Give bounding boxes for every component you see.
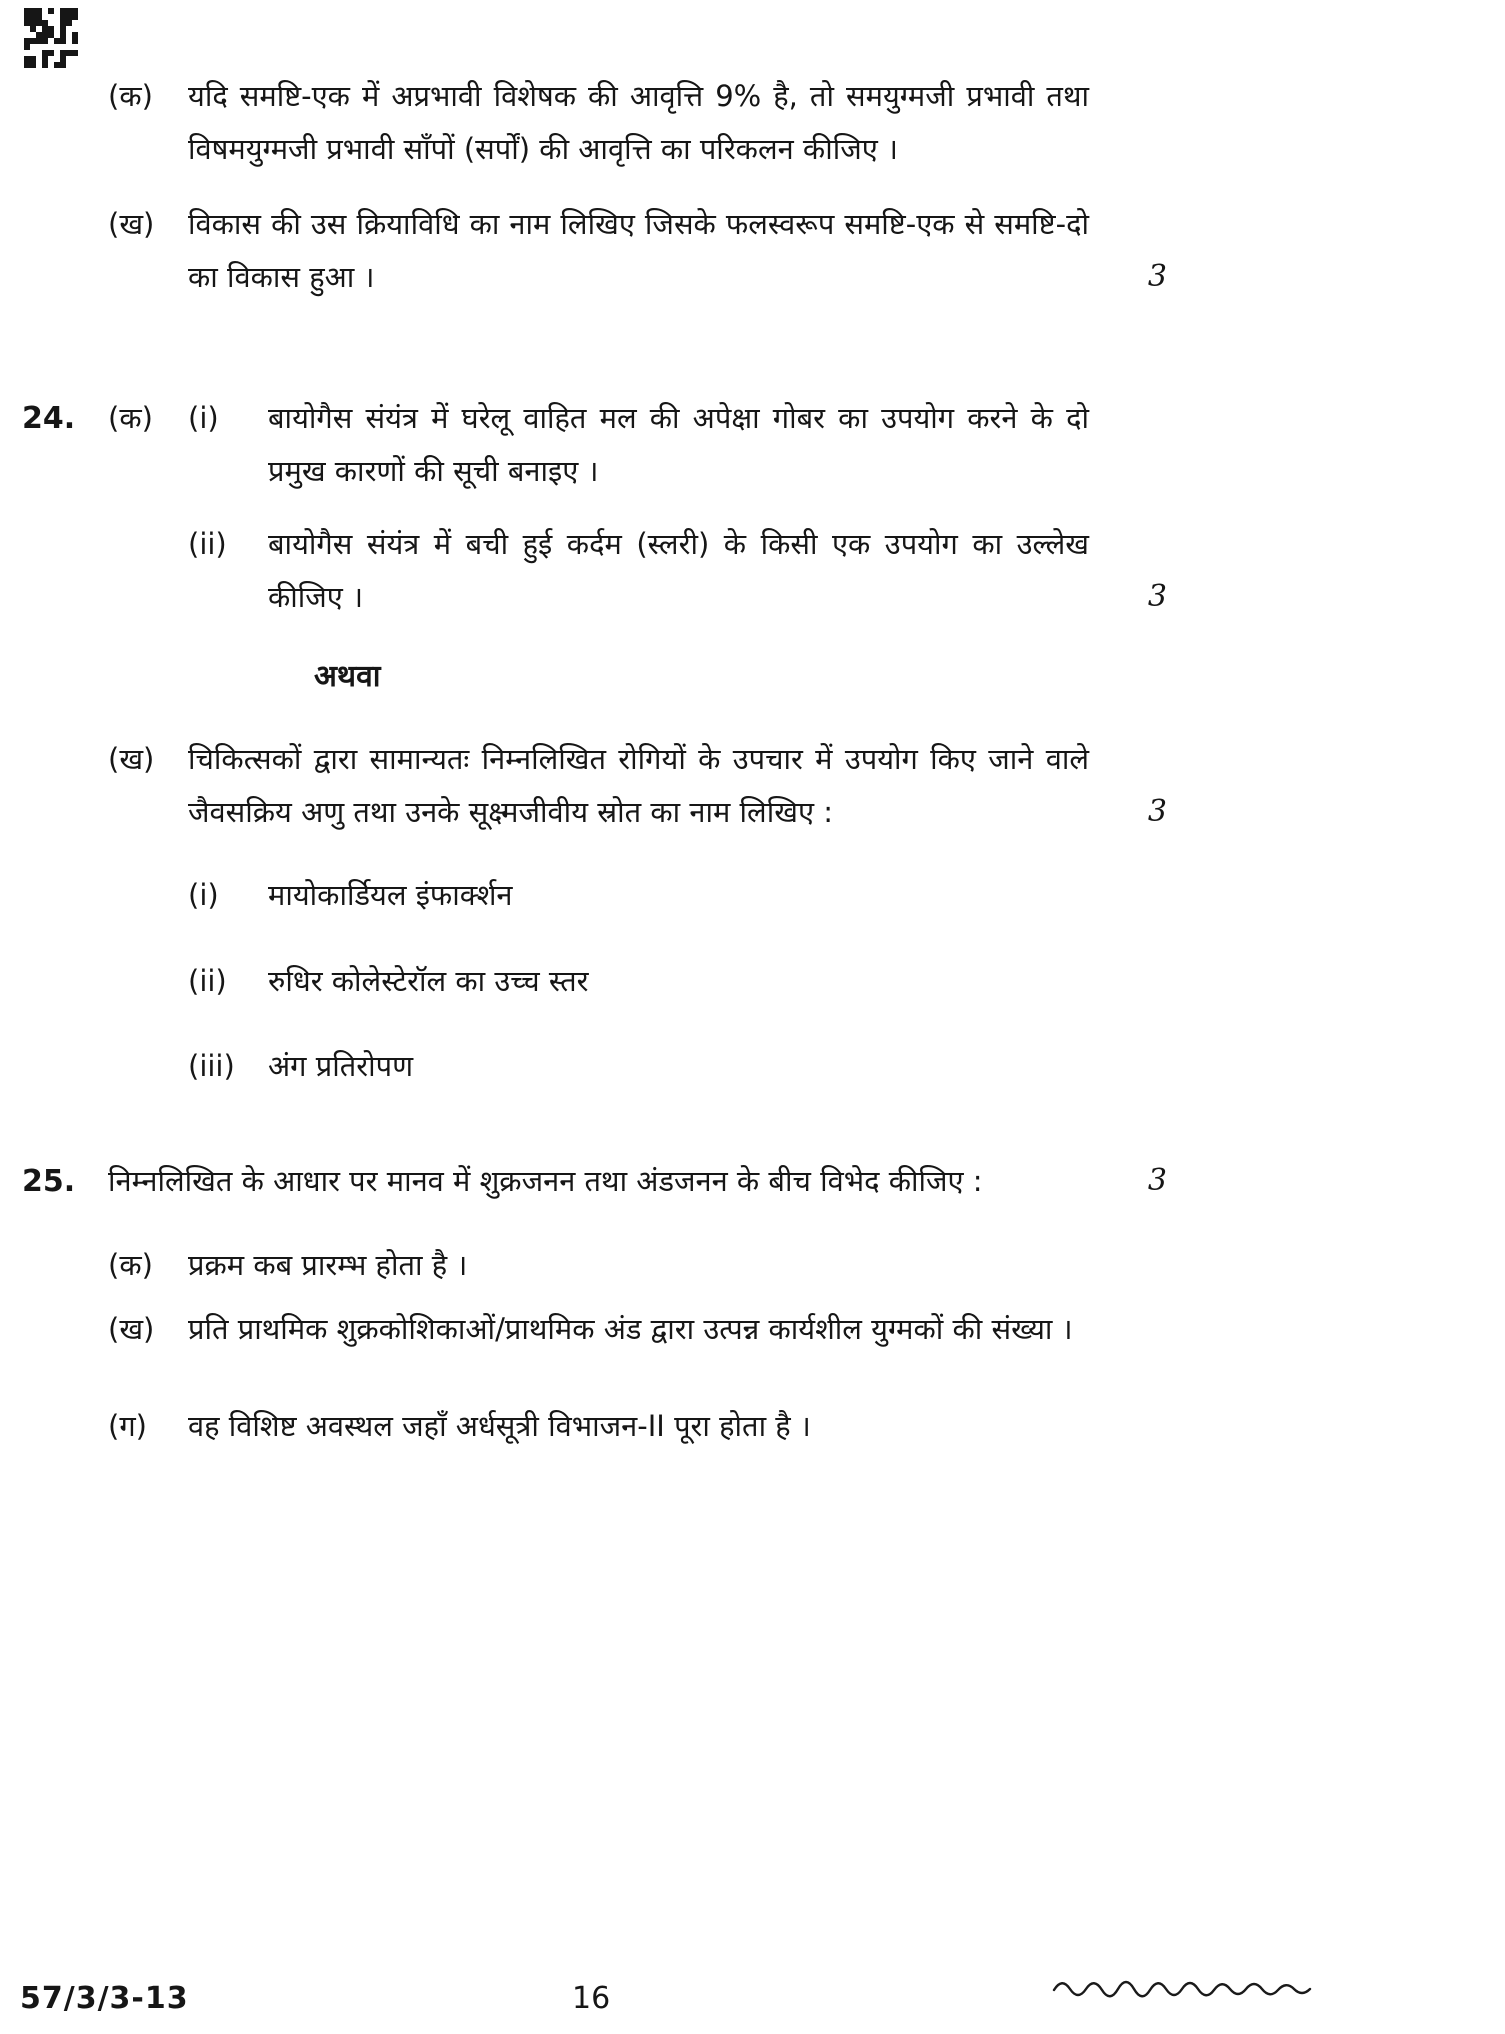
part-label: (ख) bbox=[108, 1312, 155, 1346]
question-block bbox=[22, 955, 1167, 1008]
part-label: (ख) bbox=[108, 742, 155, 776]
question-paper-body bbox=[22, 70, 1167, 1453]
question-text: रुधिर कोलेस्टेरॉल का उच्च स्तर bbox=[268, 964, 589, 998]
question-text: प्रति प्राथमिक शुक्रकोशिकाओं/प्राथमिक अंड द्वारा उत्पन्न कार्यशील युग्मकों की संख्या । bbox=[188, 1312, 1073, 1346]
part-label: (ग) bbox=[108, 1409, 147, 1443]
question-block bbox=[22, 733, 1167, 839]
question-text: प्रक्रम कब प्रारम्भ होता है । bbox=[188, 1248, 468, 1282]
question-number: 25. bbox=[22, 1164, 76, 1199]
or-separator: अथवा bbox=[314, 659, 381, 694]
part-label: (क) bbox=[108, 1248, 153, 1282]
part-label: (क) bbox=[108, 401, 153, 435]
question-block bbox=[22, 869, 1167, 922]
question-text: वह विशिष्ट अवस्थल जहाँ अर्धसूत्री विभाजन-II पूरा होता है । bbox=[188, 1409, 811, 1443]
question-text: यदि समष्टि-एक में अप्रभावी विशेषक की आवृत्ति 9% है, तो समयुग्मजी प्रभावी तथा विषमयुग्मजी प्रभावी साँपों (सर्पों) की आवृत्ति का परिकलन कीजिए । bbox=[188, 79, 1089, 166]
page-number: 16 bbox=[572, 1981, 611, 2016]
question-block bbox=[22, 1400, 1167, 1453]
qr-code bbox=[24, 8, 78, 72]
subpart-label: (ii) bbox=[188, 964, 227, 998]
question-text: बायोगैस संयंत्र में बची हुई कर्दम (स्लरी) के किसी एक उपयोग का उल्लेख कीजिए । bbox=[268, 527, 1089, 614]
page-footer bbox=[0, 1972, 1505, 2018]
question-text: अंग प्रतिरोपण bbox=[268, 1049, 414, 1083]
subpart-label: (ii) bbox=[188, 527, 227, 561]
question-block bbox=[22, 70, 1167, 176]
handwritten-squiggle-mark bbox=[1052, 1972, 1314, 2010]
paper-code: 57/3/3-13 bbox=[20, 1981, 189, 2016]
question-block bbox=[22, 392, 1167, 498]
question-text: विकास की उस क्रियाविधि का नाम लिखिए जिसके फलस्वरूप समष्टि-एक से समष्टि-दो का विकास हुआ । bbox=[188, 207, 1089, 294]
question-text: निम्नलिखित के आधार पर मानव में शुक्रजनन तथा अंडजनन के बीच विभेद कीजिए : bbox=[108, 1164, 983, 1198]
marks-value: 3 bbox=[1147, 794, 1167, 829]
question-block bbox=[22, 518, 1167, 624]
question-text: चिकित्सकों द्वारा सामान्यतः निम्नलिखित रोगियों के उपचार में उपयोग किए जाने वाले जैवसक्रिय अणु तथा उनके सूक्ष्मजीवीय स्रोत का नाम लिखिए : bbox=[188, 742, 1089, 829]
question-text: मायोकार्डियल इंफार्क्शन bbox=[268, 878, 513, 912]
question-block bbox=[22, 198, 1167, 304]
marks-value: 3 bbox=[1147, 579, 1167, 614]
question-block bbox=[22, 1303, 1167, 1356]
question-block bbox=[22, 1155, 1167, 1208]
part-label: (ख) bbox=[108, 207, 155, 241]
question-number: 24. bbox=[22, 401, 76, 436]
marks-value: 3 bbox=[1147, 1163, 1167, 1198]
marks-value: 3 bbox=[1147, 259, 1167, 294]
subpart-label: (i) bbox=[188, 878, 219, 912]
part-label: (क) bbox=[108, 79, 153, 113]
subpart-label: (iii) bbox=[188, 1049, 235, 1083]
question-block bbox=[22, 1040, 1167, 1093]
question-block bbox=[22, 1239, 1167, 1292]
subpart-label: (i) bbox=[188, 401, 219, 435]
question-text: बायोगैस संयंत्र में घरेलू वाहित मल की अपेक्षा गोबर का उपयोग करने के दो प्रमुख कारणों की सूची बनाइए । bbox=[268, 401, 1089, 488]
